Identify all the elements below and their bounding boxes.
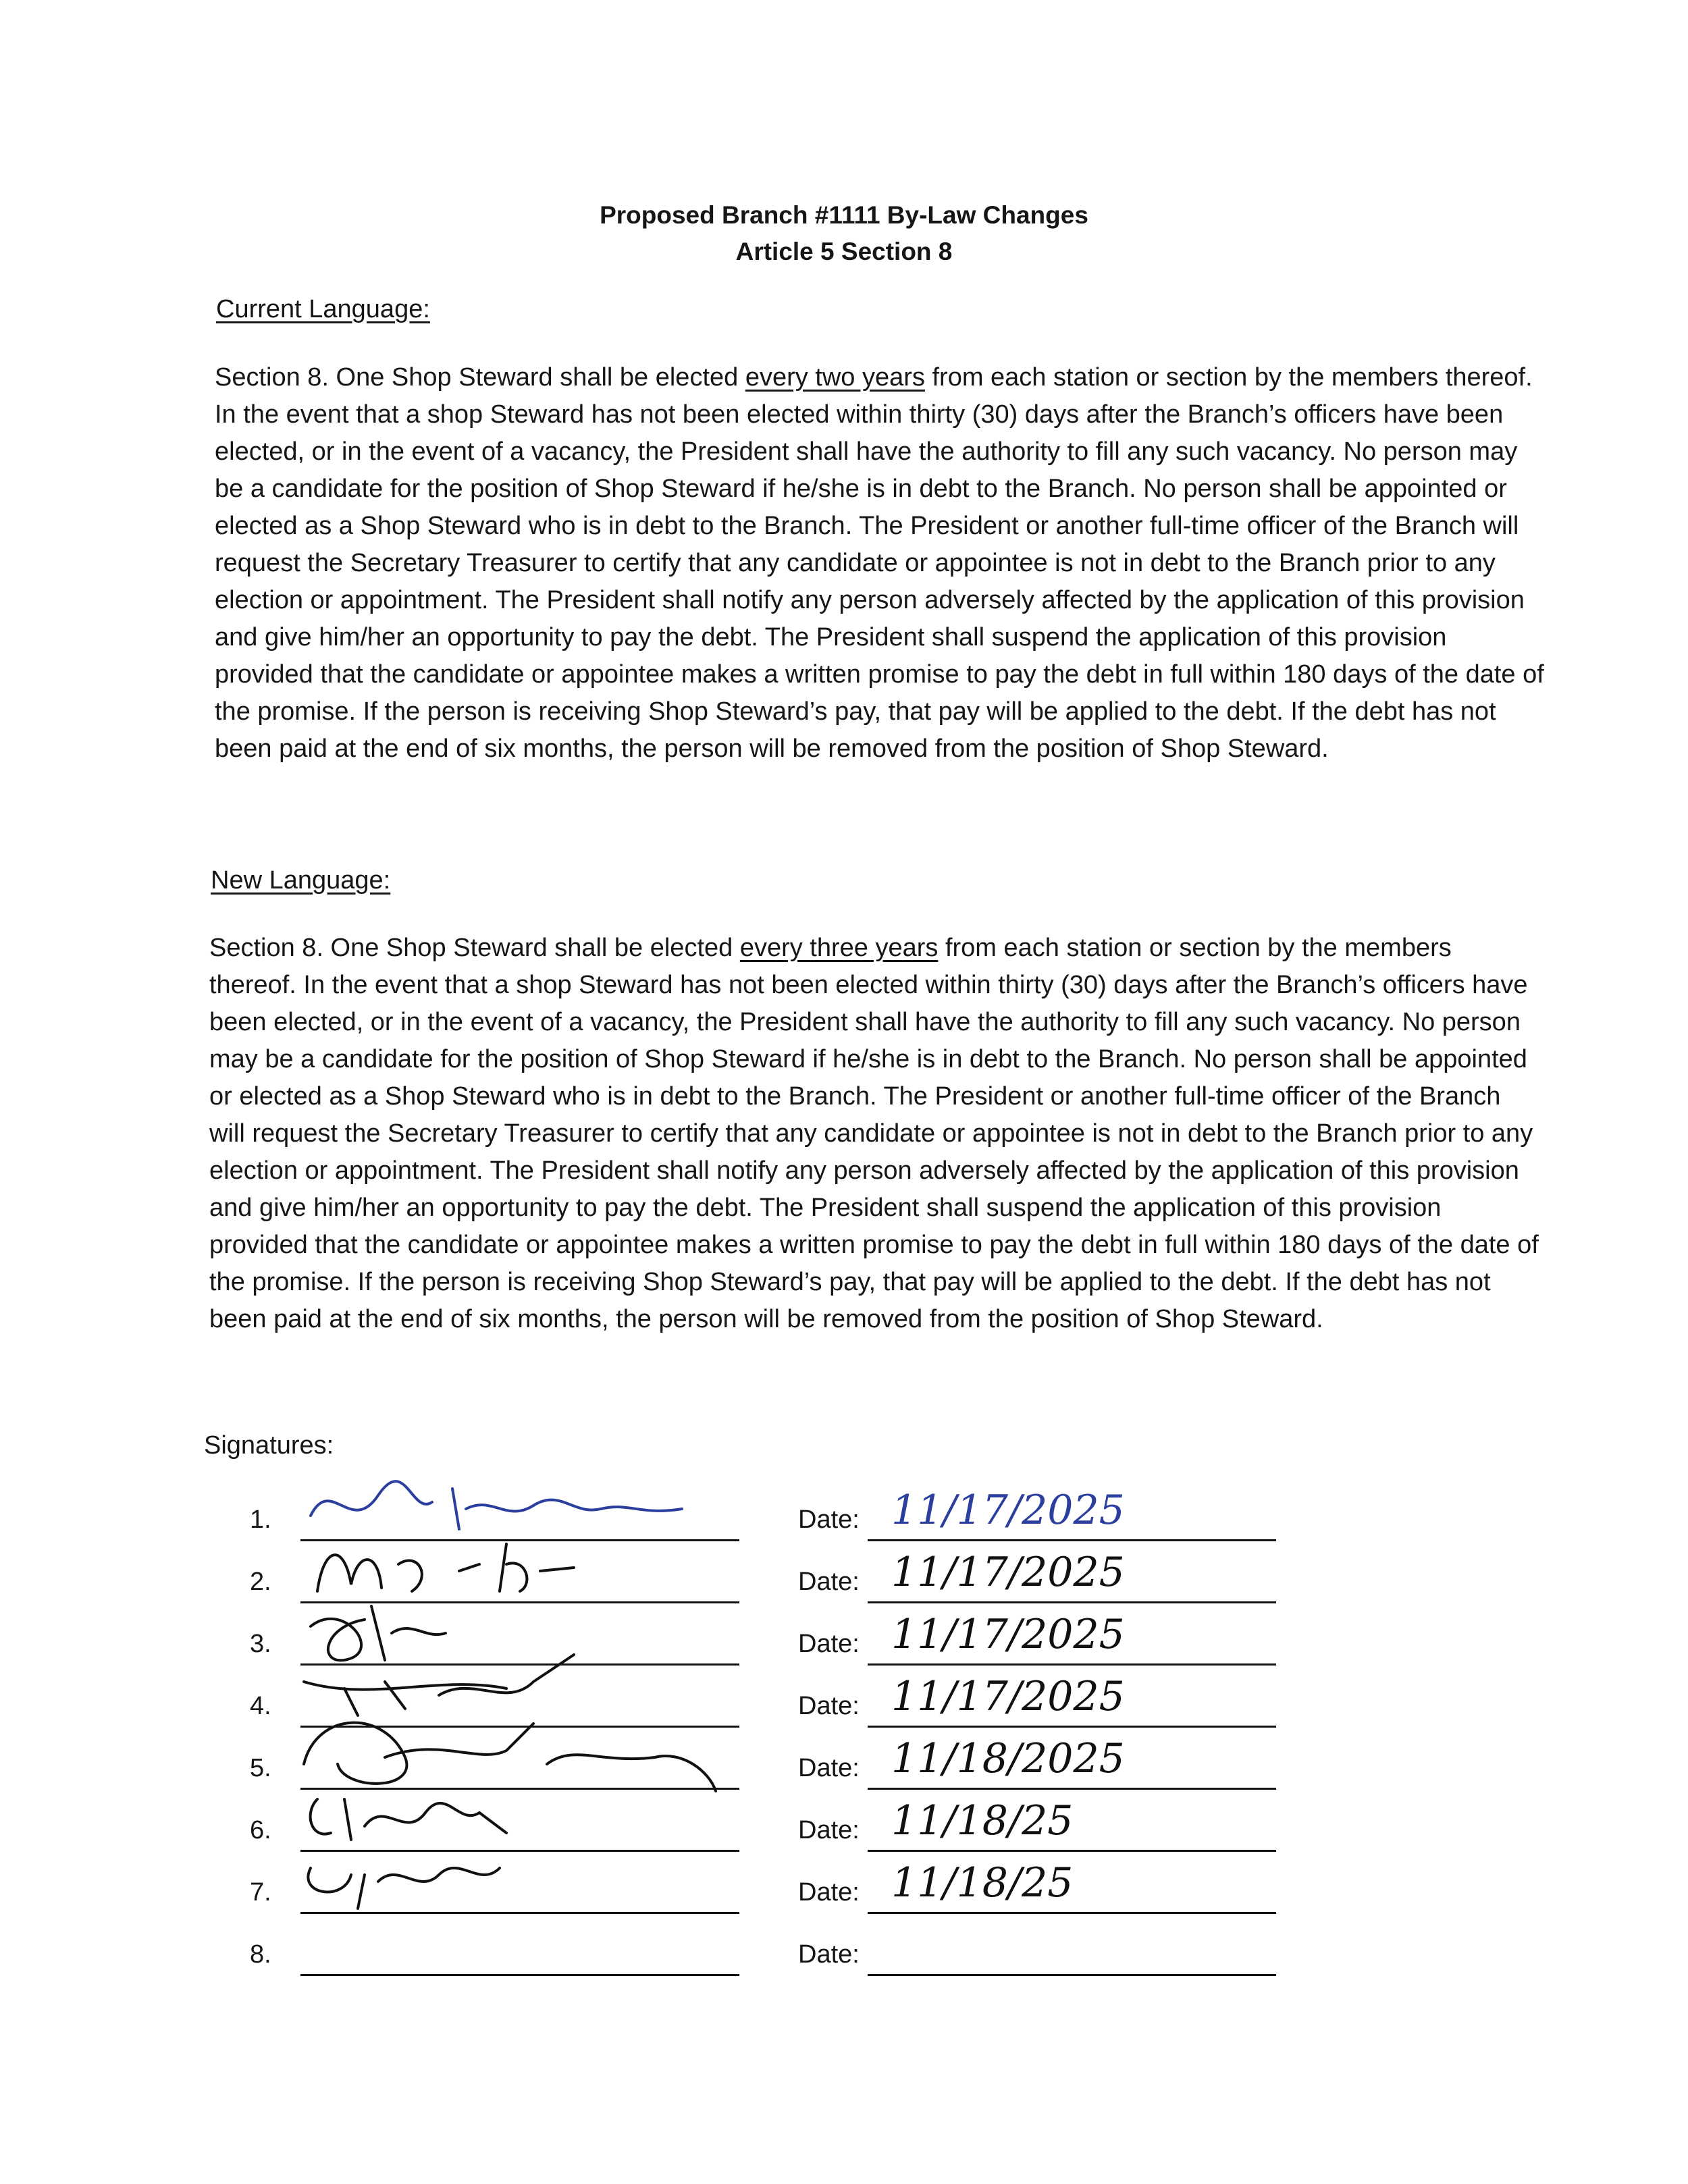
handwritten-date: 11/18/25 <box>891 1859 1074 1907</box>
handwritten-date: 11/17/2025 <box>891 1549 1125 1596</box>
new-body-text: from each station or section by the members thereof. In the event that a shop Steward has not been elected within thirty (30) days after the Branch’s officers have been elected, or in the event of a vacancy, the President shall have the authority to fill any such vacancy. No person may be a candidate for the position of Shop Steward if he/she is in debt to the Branch. No person shall be appointed or elected as a Shop Steward who is in debt to the Branch. The President or another full-time officer of the Branch will request the Secretary Treasurer to certify that any candidate or appointee is not in debt to the Branch prior to any election or appointment. The President shall notify any person adversely affected by the application of this provision and give him/her an opportunity to pay the debt. The President shall suspend the application of this provision provided that the candidate or appointee makes a written promise to pay the debt in full within 180 days of the date of the promise. If the person is receiving Shop Steward’s pay, that pay will be applied to the debt. If the debt has not been paid at the end of six months, the person will be removed from the position of Shop Steward. <box>209 934 1539 1333</box>
handwritten-date: 11/17/2025 <box>891 1487 1125 1534</box>
date-line <box>868 1663 1276 1666</box>
signature-row-number: 6. <box>250 1816 271 1844</box>
date-label: Date: <box>798 1754 860 1782</box>
date-line <box>868 1788 1276 1790</box>
new-term-text: every three years <box>739 934 939 962</box>
date-label: Date: <box>798 1878 860 1907</box>
date-line <box>868 1601 1276 1603</box>
document-title: Proposed Branch #1111 By-Law Changes <box>600 201 1088 229</box>
handwritten-signature <box>304 1848 743 1922</box>
new-lead-text: Section 8. One Shop Steward shall be elected <box>209 934 740 962</box>
current-language-paragraph <box>215 359 1545 768</box>
date-line <box>868 1912 1276 1914</box>
current-body-text: from each station or section by the members thereof. In the event that a shop Steward has not been elected within thirty (30) days after the Branch’s officers have been elected, or in the event of a vacancy, the President shall have the authority to fill any such vacancy. No person may be a candidate for the position of Shop Steward if he/she is in debt to the Branch. No person shall be appointed or elected as a Shop Steward who is in debt to the Branch. The President or another full-time officer of the Branch will request the Secretary Treasurer to certify that any candidate or appointee is not in debt to the Branch prior to any election or appointment. The President shall notify any person adversely affected by the application of this provision and give him/her an opportunity to pay the debt. The President shall suspend the application of this provision provided that the candidate or appointee makes a written promise to pay the debt in full within 180 days of the date of the promise. If the person is receiving Shop Steward’s pay, that pay will be applied to the debt. If the debt has not been paid at the end of six months, the person will be removed from the position of Shop Steward. <box>215 363 1544 763</box>
current-lead-text: Section 8. One Shop Steward shall be elected <box>215 363 745 392</box>
date-label: Date: <box>798 1506 860 1534</box>
signature-row-number: 1. <box>250 1506 271 1534</box>
current-language-heading: Current Language: <box>216 295 430 323</box>
date-line <box>868 1850 1276 1852</box>
new-language-heading: New Language: <box>211 866 391 895</box>
handwritten-date: 11/17/2025 <box>891 1673 1125 1720</box>
date-line <box>868 1539 1276 1541</box>
signature-row-number: 2. <box>250 1568 271 1596</box>
date-label: Date: <box>798 1630 860 1658</box>
signature-row-number: 5. <box>250 1754 271 1782</box>
handwritten-date: 11/17/2025 <box>891 1611 1125 1658</box>
signature-line <box>300 1974 739 1976</box>
date-line <box>868 1974 1276 1976</box>
date-line <box>868 1726 1276 1728</box>
signature-row-number: 8. <box>250 1940 271 1969</box>
date-label: Date: <box>798 1692 860 1720</box>
handwritten-date: 11/18/25 <box>891 1797 1074 1844</box>
date-label: Date: <box>798 1568 860 1596</box>
date-label: Date: <box>798 1940 860 1969</box>
handwritten-date: 11/18/2025 <box>891 1735 1125 1782</box>
current-term-text: every two years <box>745 363 925 392</box>
signatures-label: Signatures: <box>204 1431 334 1460</box>
signature-row-number: 7. <box>250 1878 271 1907</box>
document-subtitle: Article 5 Section 8 <box>735 238 953 265</box>
signature-row-number: 4. <box>250 1692 271 1720</box>
date-label: Date: <box>798 1816 860 1844</box>
signature-row-number: 3. <box>250 1630 271 1658</box>
new-language-paragraph <box>209 930 1539 1338</box>
